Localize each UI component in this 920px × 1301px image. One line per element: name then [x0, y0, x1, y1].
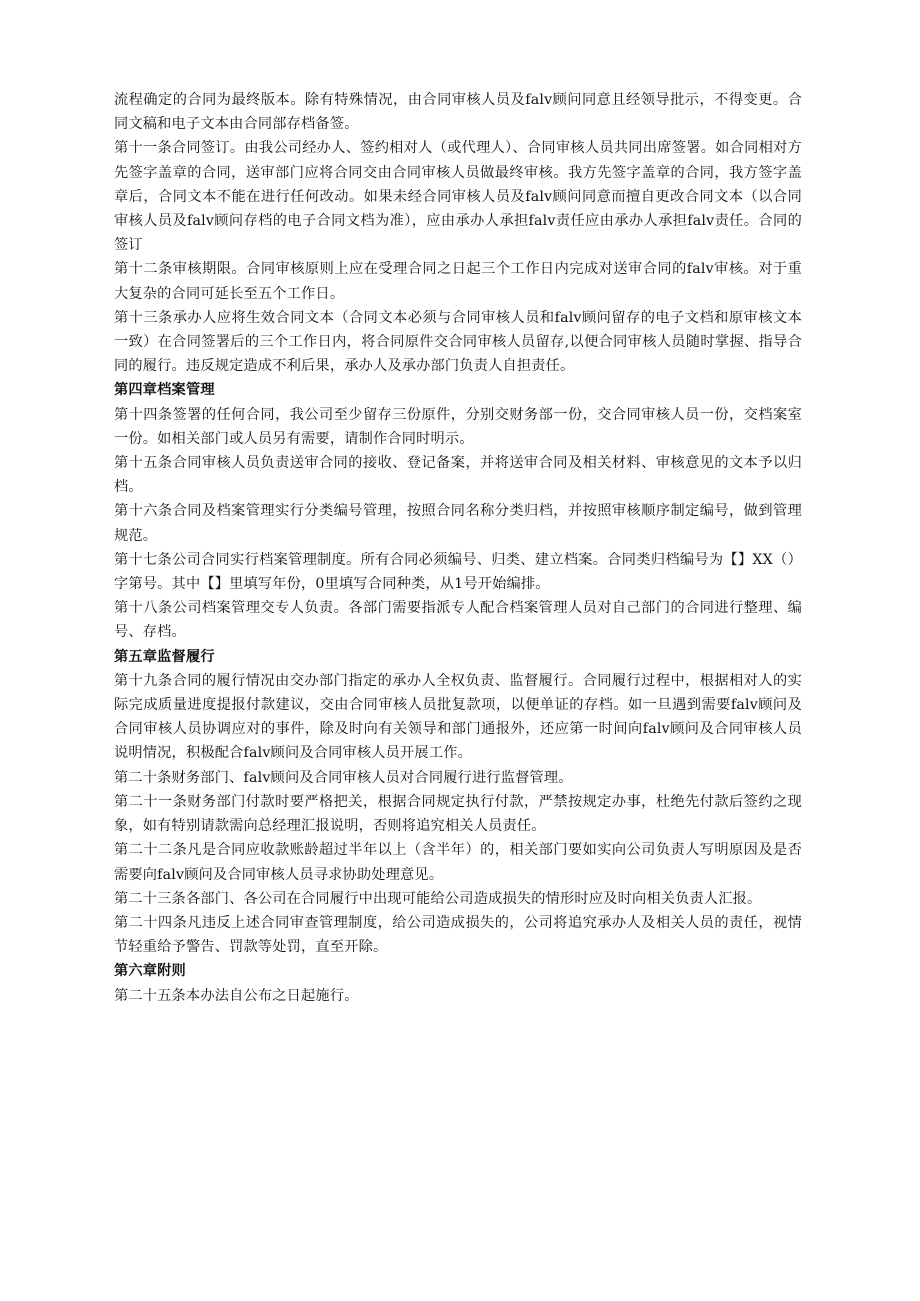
paragraph-article-23: 第二十三条各部门、各公司在合同履行中出现可能给公司造成损失的情形时应及时向相关负责人汇报。 [114, 890, 762, 907]
paragraph-article-19: 第十九条合同的履行情况由交办部门指定的承办人全权负责、监督履行。合同履行过程中，根据相对人的实际完成质量进度提报付款建议，交由合同审核人员批复款项，以便单证的存档。如一旦遇到需要falv顾问及合同审核人员协调应对的事件，除及时向有关领导和部门通报外，还应第一时间向falv顾问及合同审核人员说明情况，积极配合falv顾问及合同审核人员开展工作。 [114, 672, 802, 762]
paragraph-article-12: 第十二条审核期限。合同审核原则上应在受理合同之日起三个工作日内完成对送审合同的falv审核。对于重大复杂的合同可延长至五个工作日。 [114, 261, 802, 302]
paragraph-article-25: 第二十五条本办法自公布之日起施行。 [114, 987, 359, 1004]
paragraph-article-21: 第二十一条财务部门付款时要严格把关，根据合同规定执行付款，严禁按规定办事，杜绝先付款后签约之现象，如有特别请款需向总经理汇报说明，否则将追究相关人员责任。 [114, 793, 802, 835]
paragraph-article-15: 第十五条合同审核人员负责送审合同的接收、登记备案，并将送审合同及相关材料、审核意见的文本予以归档。 [114, 455, 802, 496]
paragraph-article-14: 第十四条签署的任何合同，我公司至少留存三份原件，分别交财务部一份，交合同审核人员一份，交档案室一份。如相关部门或人员另有需要，请制作合同时明示。 [114, 406, 802, 447]
paragraph-article-20: 第二十条财务部门、falv顾问及合同审核人员对合同履行进行监督管理。 [114, 769, 573, 786]
paragraph-article-22: 第二十二条凡是合同应收款账龄超过半年以上（含半年）的，相关部门要如实向公司负责人写明原因及是否需要向falv顾问及合同审核人员寻求协助处理意见。 [114, 842, 802, 883]
paragraph-article-17: 第十七条公司合同实行档案管理制度。所有合同必须编号、归类、建立档案。合同类归档编号为【】XX（）字第号。其中【】里填写年份，0里填写合同种类，从1号开始编排。 [114, 551, 802, 593]
chapter-heading-6: 第六章附则 [114, 963, 186, 980]
paragraph-article-13: 第十三条承办人应将生效合同文本（合同文本必须与合同审核人员和falv顾问留存的电子文档和原审核文本一致）在合同签署后的三个工作日内，将合同原件交合同审核人员留存,以便合同审核人员随时掌握、指导合同的履行。违反规定造成不利后果，承办人及承办部门负责人自担责任。 [114, 309, 802, 375]
paragraph-continuation: 流程确定的合同为最终版本。除有特殊情况，由合同审核人员及falv顾问同意且经领导批示，不得变更。合同文稿和电子文本由合同部存档备签。 [114, 92, 802, 133]
paragraph-article-11: 第十一条合同签订。由我公司经办人、签约相对人（或代理人）、合同审核人员共同出席签署。如合同相对方先签字盖章的合同，送审部门应将合同交由合同审核人员做最终审核。我方先签字盖章的合同，我方签字盖章后，合同文本不能在进行任何改动。如果未经合同审核人员及falv顾问同意而擅自更改合同文本（以合同审核人员及falv顾问存档的电子合同文档为准），应由承办人承担falv责任应由承办人承担falv责任。合同的签订 [114, 140, 802, 254]
paragraph-article-24: 第二十四条凡违反上述合同审查管理制度，给公司造成损失的，公司将追究承办人及相关人员的责任，视情节轻重给予警告、罚款等处罚，直至开除。 [114, 914, 802, 956]
document-body [114, 88, 802, 1008]
chapter-heading-4: 第四章档案管理 [114, 382, 215, 399]
chapter-heading-5: 第五章监督履行 [114, 648, 215, 665]
paragraph-article-16: 第十六条合同及档案管理实行分类编号管理，按照合同名称分类归档，并按照审核顺序制定编号，做到管理规范。 [114, 503, 802, 544]
paragraph-article-18: 第十八条公司档案管理交专人负责。各部门需要指派专人配合档案管理人员对自己部门的合同进行整理、编号、存档。 [114, 600, 802, 641]
